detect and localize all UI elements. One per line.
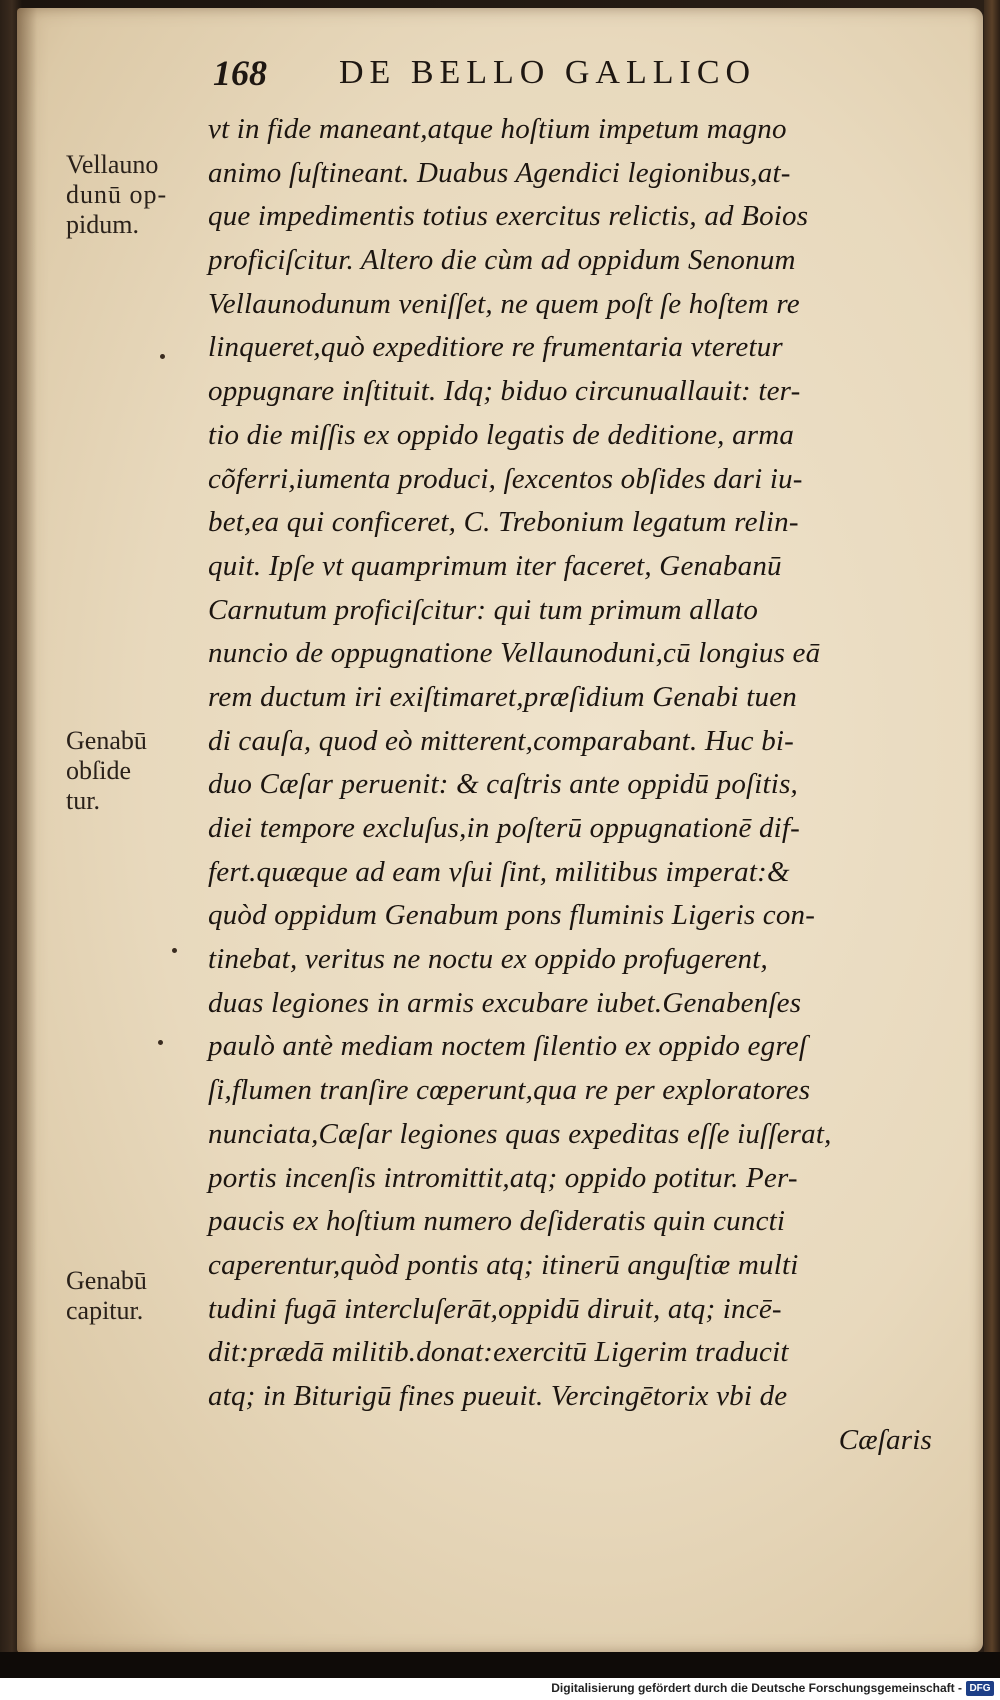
marginal-note-line: Genabū bbox=[66, 726, 147, 755]
marginal-note-line: capitur. bbox=[66, 1296, 144, 1325]
text-line: tio die miſſis ex oppido legatis de deditione, arma bbox=[208, 418, 795, 451]
digitization-credit-text: Digitalisierung gefördert durch die Deutsche Forschungsgemeinschaft - bbox=[551, 1681, 962, 1695]
text-line: cõferri,iumenta produci, ſexcentos obſides dari iu- bbox=[208, 462, 803, 495]
text-line: rem ductum iri exiſtimaret,præſidium Genabi tuen bbox=[208, 680, 797, 713]
marginal-note-line: obſide bbox=[66, 756, 131, 785]
text-line: vt in fide maneant,atque hoſtium impetum magno bbox=[208, 113, 787, 145]
text-line: di cauſa, quod eò mitterent,comparabant. Huc bi- bbox=[208, 724, 795, 757]
marginal-note-line: pidum. bbox=[66, 210, 139, 239]
book-edge bbox=[984, 0, 1000, 1660]
catchword: Cæſaris bbox=[838, 1423, 932, 1456]
text-line: Carnutum proficiſcitur: qui tum primum allato bbox=[208, 593, 759, 626]
text-line: caperentur,quòd pontis atq; itinerū anguſtiæ multi bbox=[208, 1248, 799, 1281]
running-title: DE BELLO GALLICO bbox=[339, 54, 757, 91]
text-line: atq; in Biturigū fines pueuit. Vercingētorix vbi de bbox=[208, 1379, 788, 1412]
marginal-note-line: tur. bbox=[66, 786, 100, 815]
page-number: 168 bbox=[213, 53, 267, 93]
text-line: proficiſcitur. Altero die cùm ad oppidum Senonum bbox=[208, 244, 796, 277]
text-line: dit:prædā militib.donat:exercitū Ligerim traducit bbox=[208, 1336, 789, 1369]
marginal-note-line: Vellauno bbox=[66, 150, 159, 179]
text-line: fert.quæque ad eam vſui ſint, militibus imperat:& bbox=[208, 855, 790, 888]
text-line: que impedimentis totius exercitus relictis, ad Boios bbox=[208, 200, 809, 233]
text-line: nuncio de oppugnatione Vellaunoduni,cū longius eā bbox=[208, 637, 821, 670]
text-line: paulò antè mediam noctem ſilentio ex oppido egreſ bbox=[208, 1030, 808, 1063]
marginal-note bbox=[66, 1266, 147, 1326]
text-line: ſi,flumen tranſire cœperunt,qua re per exploratores bbox=[208, 1074, 811, 1107]
marginal-note bbox=[66, 150, 167, 240]
text-line: Vellaunodunum veniſſet, ne quem poſt ſe hoſtem re bbox=[208, 287, 800, 320]
text-line: quòd oppidum Genabum pons fluminis Ligeris con- bbox=[208, 899, 816, 932]
text-line: tudini fugā intercluſerāt,oppidū diruit, atq; incē- bbox=[208, 1292, 782, 1325]
main-text-block bbox=[208, 108, 938, 1462]
text-line: nunciata,Cæſar legiones quas expeditas eſſe iuſſerat, bbox=[208, 1117, 832, 1150]
text-line: animo ſuſtineant. Duabus Agendici legionibus,at- bbox=[208, 156, 791, 189]
text-line: linqueret,quò expeditiore re frumentaria vteretur bbox=[208, 331, 783, 364]
text-line: quit. Ipſe vt quamprimum iter faceret, Genabanū bbox=[208, 549, 782, 582]
marginal-note-line: dunū op- bbox=[66, 180, 168, 209]
marginal-note-line: Genabū bbox=[66, 1266, 147, 1295]
dfg-logo: DFG bbox=[966, 1681, 994, 1696]
text-line: bet,ea qui conficeret, C. Trebonium legatum relin- bbox=[208, 506, 799, 539]
text-line: portis incenſis intromittit,atq; oppido potitur. Per- bbox=[208, 1161, 798, 1194]
digitization-credit-bar bbox=[0, 1678, 1000, 1700]
text-line: tinebat, veritus ne noctu ex oppido profugerent, bbox=[208, 943, 768, 976]
text-line: duo Cæſar peruenit: & caſtris ante oppidū poſitis, bbox=[208, 768, 798, 801]
text-line: duas legiones in armis excubare iubet.Genabenſes bbox=[208, 986, 802, 1019]
margin-dot bbox=[172, 948, 177, 953]
margin-dot bbox=[160, 354, 165, 359]
text-line: diei tempore excluſus,in poſterū oppugnationē dif- bbox=[208, 812, 801, 844]
scan-bottom-band bbox=[0, 1652, 1000, 1678]
margin-dot bbox=[158, 1040, 163, 1045]
text-line: oppugnare inſtituit. Idq; biduo circunuallauit: ter- bbox=[208, 375, 801, 408]
running-head bbox=[213, 52, 853, 102]
text-line: paucis ex hoſtium numero deſideratis quin cuncti bbox=[208, 1205, 786, 1238]
marginal-note bbox=[66, 726, 147, 816]
